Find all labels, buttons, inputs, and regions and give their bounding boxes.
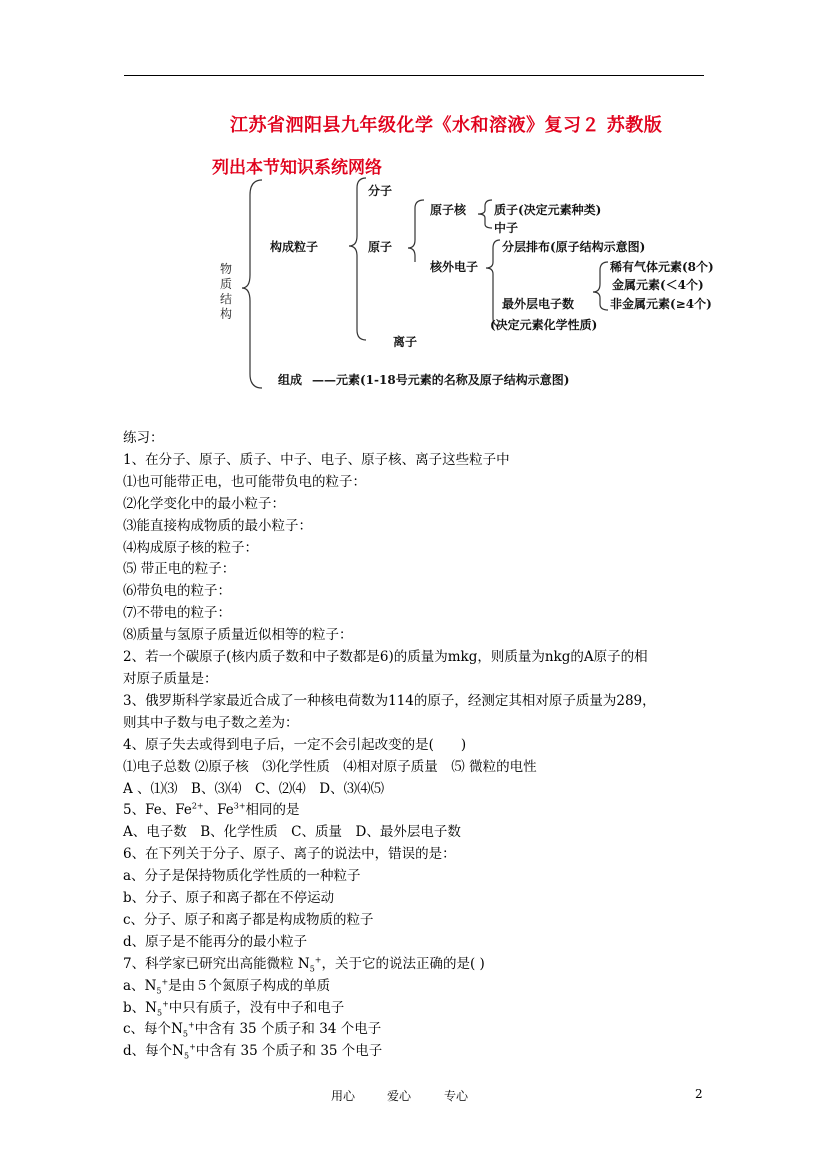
ion-subscript: 5 [183,1052,190,1062]
question-4: 4、原子失去或得到电子后，一定不会引起改变的是( ) [123,736,467,753]
diagram-element-label: ——元素(1-18号元素的名称及原子结构示意图) [312,373,570,387]
exercises-heading: 练习： [123,430,164,446]
q5-text-post: 相同的是 [245,802,300,819]
ion-subscript: 5 [182,1030,188,1040]
diagram-outermost-note: (决定元素化学性质) [490,318,598,332]
q5-text-pre: 5、Fe、Fe [123,802,192,819]
question-7-option-b [123,998,723,1020]
question-4-options: ⑴电子总数 ⑵原子核 ⑶化学性质 ⑷相对原子质量 ⑸ 微粒的电性 [123,758,537,775]
exercises-section [123,428,723,1063]
question-1: 1、在分子、原子、质子、中子、电子、原子核、离子这些粒子中 [123,451,510,468]
question-1-item-1: ⑴也可能带正电，也可能带负电的粒子： [123,473,366,490]
diagram-outermost-label: 最外层电子数 [502,297,575,311]
q7c-pre: c、每个 [123,1021,172,1038]
page-number: 2 [695,1087,703,1101]
question-7-option-d [123,1041,723,1063]
diagram-layered-label: 分层排布(原子结构示意图) [502,240,646,254]
q7d-pre: d、每个 [123,1043,173,1060]
page-title: 江苏省泗阳县九年级化学《水和溶液》复习２ 苏教版 [230,115,663,136]
diagram-nonmetal-label: 非金属元素(≥4个) [610,297,712,311]
footer-text-1: 用心 [331,1089,356,1103]
question-5 [123,800,723,822]
question-4-answers: A 、⑴⑶ B、⑶⑷ C、⑵⑷ D、⑶⑷⑸ [123,780,385,797]
ion-superscript: + [187,1020,195,1030]
diagram-atom-label: 原子 [368,240,393,254]
q5-charge-3: 3+ [233,801,246,811]
q7b-post: 中只有质子，没有中子和电子 [168,999,345,1016]
question-7 [123,954,723,976]
ion-base: N [145,999,157,1016]
q7-text-pre: 7、科学家已研究出高能微粒 N [123,955,310,972]
diagram-composition-label: 组成 [278,373,303,387]
ion-subscript: 5 [309,964,315,974]
diagram-neutron-label: 中子 [494,221,519,235]
diagram-ion-label: 离子 [393,335,418,349]
ion-superscript: + [189,1042,196,1052]
diagram-extranuclear-label: 核外电子 [430,260,479,274]
ion-superscript: + [161,977,169,987]
footer-text-3: 专心 [444,1089,469,1103]
question-3-line-1: 3、俄罗斯科学家最近合成了一种核电荷数为114的原子，经测定其相对原子质量为289， [123,692,656,709]
question-6-option-c: c、分子、原子和离子都是构成物质的粒子 [123,911,374,928]
question-1-item-5: ⑸ 带正电的粒子： [123,561,236,578]
question-1-item-6: ⑹带负电的粒子： [123,583,231,600]
brace-root [242,180,262,388]
diagram-noble-label: 稀有气体元素(8个) [610,260,714,274]
q7a-pre: a、 [123,977,145,994]
q7-text-post: ，关于它的说法正确的是( ) [321,955,485,972]
brace-atom [408,200,424,262]
diagram-constituent-label: 构成粒子 [270,240,319,254]
q5-text-mid: 、Fe [203,802,234,819]
question-6-option-b: b、分子、原子和离子都在不停运动 [123,890,335,907]
ion-superscript: + [314,955,322,965]
question-7-option-a [123,976,723,998]
ion-superscript: + [162,999,169,1009]
question-6-option-a: a、分子是保持物质化学性质的一种粒子 [123,868,361,885]
diagram-molecule-label: 分子 [368,184,393,198]
brace-extranuclear [486,240,500,326]
question-1-item-2: ⑵化学变化中的最小粒子： [123,495,285,512]
question-3-line-2: 则其中子数与电子数之差为： [123,714,299,731]
ion-base: N [171,1021,183,1038]
diagram-proton-label: 质子(决定元素种类) [494,203,602,217]
q7c-post: 中含有 35 个质子和 34 个电子 [194,1021,382,1038]
q5-charge-2: 2+ [191,801,204,811]
question-6-option-d: d、原子是不能再分的最小粒子 [123,933,308,950]
section-subtitle: 列出本节知识系统网络 [212,158,382,178]
question-6: 6、在下列关于分子、原子、离子的说法中，错误的是： [123,846,456,863]
footer-text-2: 爱心 [387,1089,412,1103]
diagram-nucleus-label: 原子核 [430,203,467,217]
question-1-item-4: ⑷构成原子核的粒子： [123,539,258,556]
question-1-item-7: ⑺不带电的粒子： [123,605,231,622]
ion-base: N [144,977,157,994]
q7a-post: 是由５个氮原子构成的单质 [168,977,331,994]
question-2-line-1: 2、若一个碳原子(核内质子数和中子数都是6)的质量为mkg，则质量为nkg的A原子的相 [123,649,648,666]
ion-subscript: 5 [156,986,162,996]
question-1-item-3: ⑶能直接构成物质的最小粒子： [123,517,312,534]
question-2-line-2: 对原子质量是： [123,670,218,687]
q7d-post: 中含有 35 个质子和 35 个电子 [195,1043,383,1060]
ion-base: N [172,1043,184,1060]
question-1-item-8: ⑻质量与氢原子质量近似相等的粒子： [123,627,353,644]
brace-constituent [349,178,366,340]
question-7-option-c [123,1019,723,1041]
diagram-metal-label: 金属元素(＜4个) [612,278,704,292]
question-5-answers: A、电子数 B、化学性质 C、质量 D、最外层电子数 [123,824,461,841]
knowledge-network-diagram [0,0,827,420]
brace-nucleus [478,200,492,228]
ion-subscript: 5 [156,1008,163,1018]
brace-outermost [593,262,608,310]
q7b-pre: b、 [123,999,146,1016]
diagram-root-label: 物质结构 [220,262,233,321]
